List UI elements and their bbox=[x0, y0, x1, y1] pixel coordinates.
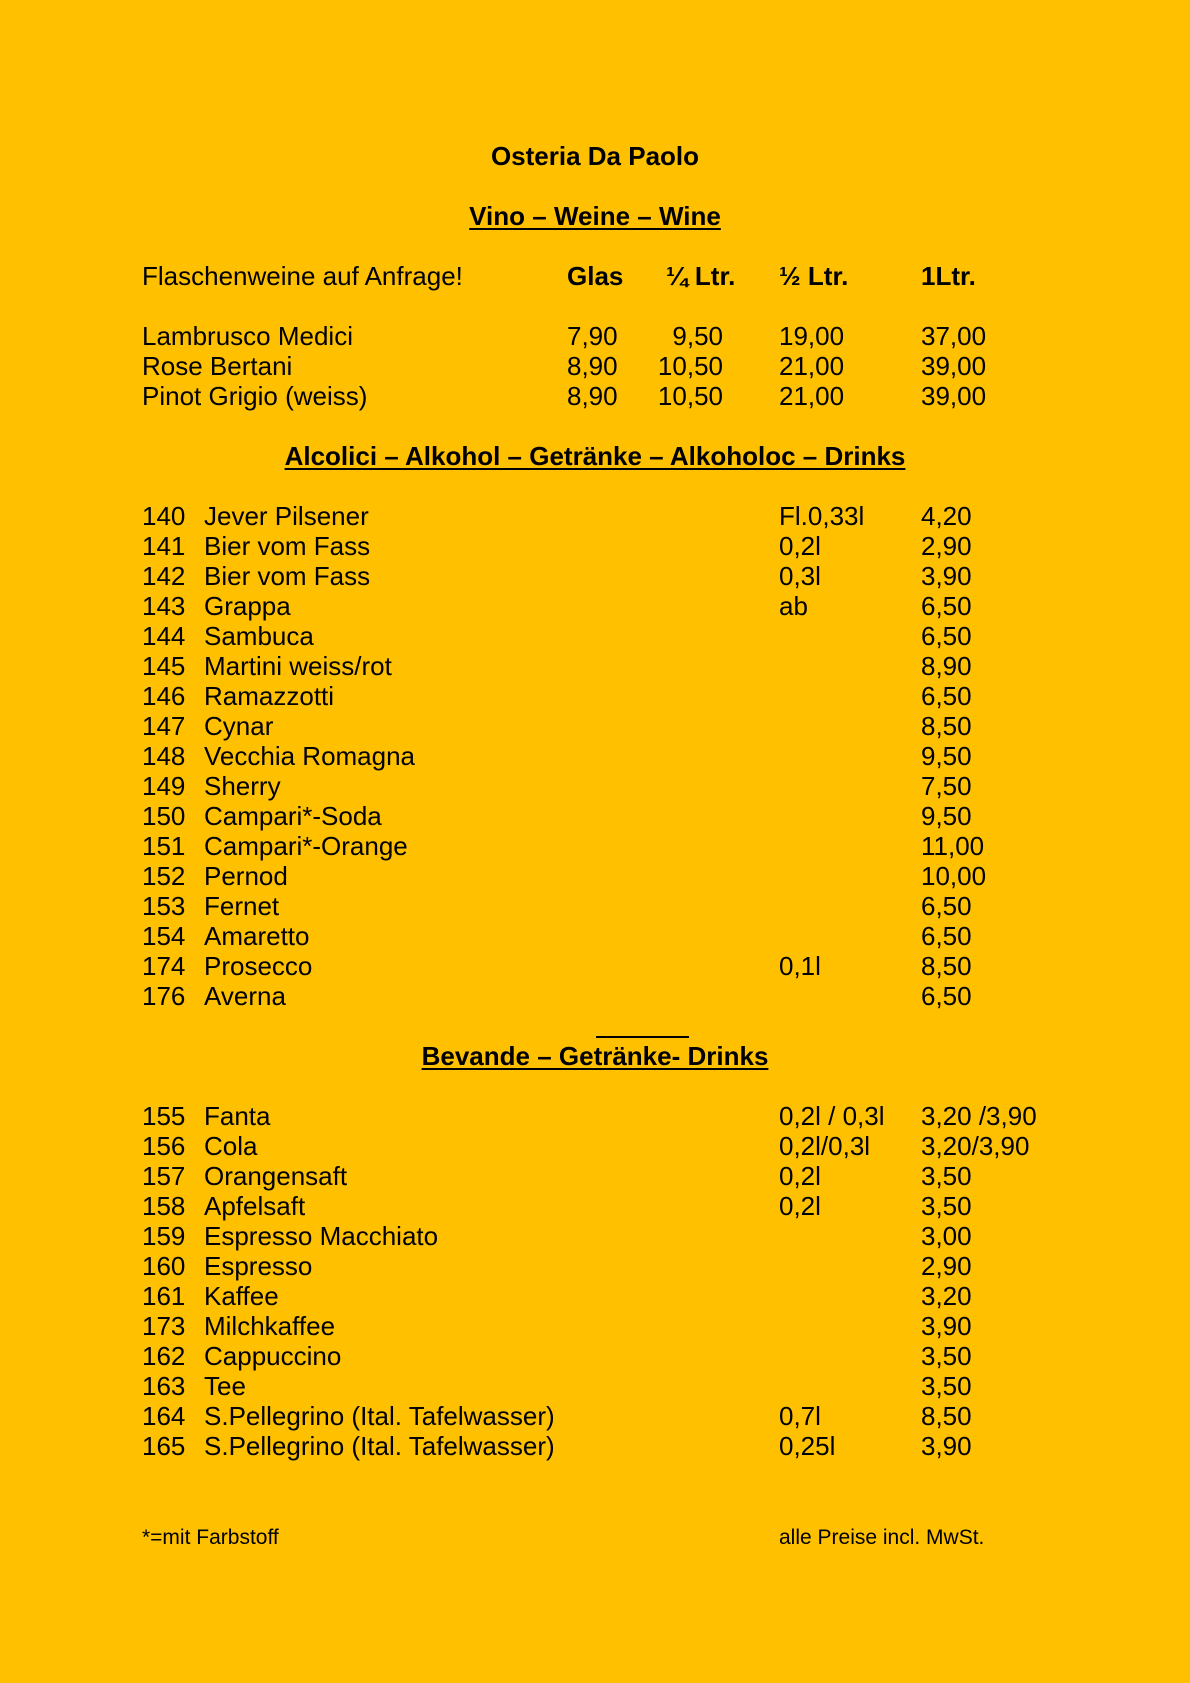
beverage-row bbox=[0, 1281, 1190, 1311]
wine-price-glas: 8,90 bbox=[567, 381, 618, 411]
item-name: Averna bbox=[204, 981, 286, 1011]
beverage-row bbox=[0, 1371, 1190, 1401]
item-size: 0,3l bbox=[779, 561, 821, 591]
item-number: 155 bbox=[142, 1101, 186, 1131]
item-name: Cynar bbox=[204, 711, 274, 741]
item-number: 158 bbox=[142, 1191, 186, 1221]
item-name: Fernet bbox=[204, 891, 280, 921]
alcohol-row bbox=[0, 531, 1190, 561]
wine-price-quarter: 10,50 bbox=[657, 351, 723, 381]
item-price: 3,90 bbox=[921, 1431, 972, 1461]
wine-price-liter: 37,00 bbox=[921, 321, 987, 351]
wine-price-half: 21,00 bbox=[779, 351, 845, 381]
item-name: S.Pellegrino (Ital. Tafelwasser) bbox=[204, 1401, 555, 1431]
item-price: 4,20 bbox=[921, 501, 972, 531]
item-price: 9,50 bbox=[921, 741, 972, 771]
item-name: Apfelsaft bbox=[204, 1191, 306, 1221]
wine-price-quarter: 9,50 bbox=[672, 321, 723, 351]
col-half-liter: ½ Ltr. bbox=[779, 261, 849, 291]
item-name: Kaffee bbox=[204, 1281, 279, 1311]
item-price: 3,00 bbox=[921, 1221, 972, 1251]
item-price: 3,20 /3,90 bbox=[921, 1101, 1037, 1131]
item-name: Pernod bbox=[204, 861, 288, 891]
alcohol-row bbox=[0, 591, 1190, 621]
item-price: 6,50 bbox=[921, 681, 972, 711]
alcohol-row bbox=[0, 621, 1190, 651]
item-price: 3,90 bbox=[921, 561, 972, 591]
item-number: 147 bbox=[142, 711, 186, 741]
item-size: 0,2l / 0,3l bbox=[779, 1101, 885, 1131]
item-size: Fl.0,33l bbox=[779, 501, 865, 531]
alcohol-row bbox=[0, 951, 1190, 981]
wine-price-quarter: 10,50 bbox=[657, 381, 723, 411]
item-name: Cappuccino bbox=[204, 1341, 342, 1371]
item-price: 8,90 bbox=[921, 651, 972, 681]
alcohol-row bbox=[0, 741, 1190, 771]
wine-name: Lambrusco Medici bbox=[142, 321, 353, 351]
item-name: Martini weiss/rot bbox=[204, 651, 392, 681]
alcohol-row bbox=[0, 831, 1190, 861]
wine-name: Pinot Grigio (weiss) bbox=[142, 381, 368, 411]
item-size: 0,2l bbox=[779, 1191, 821, 1221]
item-name: S.Pellegrino (Ital. Tafelwasser) bbox=[204, 1431, 555, 1461]
item-price: 3,50 bbox=[921, 1371, 972, 1401]
item-number: 142 bbox=[142, 561, 186, 591]
item-name: Milchkaffee bbox=[204, 1311, 336, 1341]
item-price: 3,90 bbox=[921, 1311, 972, 1341]
wine-header-row bbox=[0, 261, 1190, 291]
item-price: 3,50 bbox=[921, 1341, 972, 1371]
wine-price-liter: 39,00 bbox=[921, 351, 987, 381]
beverage-row bbox=[0, 1101, 1190, 1131]
alcohol-row bbox=[0, 981, 1190, 1011]
item-size: 0,2l bbox=[779, 1161, 821, 1191]
item-number: 176 bbox=[142, 981, 186, 1011]
item-price: 3,50 bbox=[921, 1191, 972, 1221]
beverage-row bbox=[0, 1401, 1190, 1431]
wine-price-half: 19,00 bbox=[779, 321, 845, 351]
beverage-row bbox=[0, 1341, 1190, 1371]
item-name: Ramazzotti bbox=[204, 681, 335, 711]
wine-row bbox=[0, 351, 1190, 381]
item-size: 0,2l bbox=[779, 531, 821, 561]
beverage-row bbox=[0, 1311, 1190, 1341]
col-glas: Glas bbox=[567, 261, 624, 291]
item-price: 8,50 bbox=[921, 711, 972, 741]
restaurant-title: Osteria Da Paolo bbox=[490, 141, 700, 171]
item-name: Espresso Macchiato bbox=[204, 1221, 439, 1251]
item-name: Prosecco bbox=[204, 951, 313, 981]
alcohol-row bbox=[0, 801, 1190, 831]
item-price: 8,50 bbox=[921, 1401, 972, 1431]
alcohol-row bbox=[0, 771, 1190, 801]
beverage-row bbox=[0, 1131, 1190, 1161]
item-price: 3,50 bbox=[921, 1161, 972, 1191]
tax-note: alle Preise incl. MwSt. bbox=[779, 1526, 985, 1549]
item-number: 174 bbox=[142, 951, 186, 981]
decorative-line bbox=[596, 1036, 689, 1038]
item-name: Bier vom Fass bbox=[204, 531, 371, 561]
wine-price-half: 21,00 bbox=[779, 381, 845, 411]
item-name: Amaretto bbox=[204, 921, 310, 951]
item-number: 163 bbox=[142, 1371, 186, 1401]
wine-price-glas: 8,90 bbox=[567, 351, 618, 381]
item-size: 0,1l bbox=[779, 951, 821, 981]
alcohol-row bbox=[0, 921, 1190, 951]
item-number: 141 bbox=[142, 531, 186, 561]
alcohol-heading: Alcolici – Alkohol – Getränke – Alkoholoc – Drinks bbox=[284, 441, 906, 471]
col-quarter-liter: ¼ Ltr. bbox=[666, 261, 736, 291]
item-name: Jever Pilsener bbox=[204, 501, 369, 531]
item-number: 150 bbox=[142, 801, 186, 831]
item-number: 144 bbox=[142, 621, 186, 651]
item-price: 9,50 bbox=[921, 801, 972, 831]
item-number: 159 bbox=[142, 1221, 186, 1251]
wine-name: Rose Bertani bbox=[142, 351, 293, 381]
item-number: 162 bbox=[142, 1341, 186, 1371]
item-price: 6,50 bbox=[921, 621, 972, 651]
item-name: Sherry bbox=[204, 771, 281, 801]
item-number: 145 bbox=[142, 651, 186, 681]
col-liter: 1Ltr. bbox=[921, 261, 976, 291]
item-name: Bier vom Fass bbox=[204, 561, 371, 591]
beverage-row bbox=[0, 1191, 1190, 1221]
item-price: 6,50 bbox=[921, 981, 972, 1011]
item-number: 160 bbox=[142, 1251, 186, 1281]
wine-note: Flaschenweine auf Anfrage! bbox=[142, 261, 463, 291]
item-price: 2,90 bbox=[921, 1251, 972, 1281]
item-size: 0,2l/0,3l bbox=[779, 1131, 871, 1161]
beverage-row bbox=[0, 1251, 1190, 1281]
item-number: 165 bbox=[142, 1431, 186, 1461]
item-name: Vecchia Romagna bbox=[204, 741, 416, 771]
item-name: Campari*-Orange bbox=[204, 831, 408, 861]
item-number: 164 bbox=[142, 1401, 186, 1431]
wine-heading: Vino – Weine – Wine bbox=[469, 201, 721, 231]
item-name: Orangensaft bbox=[204, 1161, 348, 1191]
alcohol-row bbox=[0, 861, 1190, 891]
alcohol-row bbox=[0, 651, 1190, 681]
item-price: 7,50 bbox=[921, 771, 972, 801]
item-size: 0,25l bbox=[779, 1431, 836, 1461]
alcohol-row bbox=[0, 501, 1190, 531]
item-name: Sambuca bbox=[204, 621, 314, 651]
item-number: 161 bbox=[142, 1281, 186, 1311]
item-name: Grappa bbox=[204, 591, 291, 621]
item-number: 157 bbox=[142, 1161, 186, 1191]
item-number: 151 bbox=[142, 831, 186, 861]
item-price: 6,50 bbox=[921, 891, 972, 921]
dye-footnote: *=mit Farbstoff bbox=[142, 1526, 279, 1549]
item-number: 154 bbox=[142, 921, 186, 951]
item-size: 0,7l bbox=[779, 1401, 821, 1431]
item-price: 11,00 bbox=[921, 831, 985, 861]
item-price: 6,50 bbox=[921, 921, 972, 951]
wine-row bbox=[0, 321, 1190, 351]
item-price: 2,90 bbox=[921, 531, 972, 561]
beverage-row bbox=[0, 1431, 1190, 1461]
item-number: 156 bbox=[142, 1131, 186, 1161]
wine-price-glas: 7,90 bbox=[567, 321, 618, 351]
item-number: 148 bbox=[142, 741, 186, 771]
beverage-row bbox=[0, 1161, 1190, 1191]
alcohol-row bbox=[0, 711, 1190, 741]
item-name: Campari*-Soda bbox=[204, 801, 382, 831]
item-number: 146 bbox=[142, 681, 186, 711]
wine-row bbox=[0, 381, 1190, 411]
item-number: 153 bbox=[142, 891, 186, 921]
item-size: ab bbox=[779, 591, 808, 621]
alcohol-row bbox=[0, 681, 1190, 711]
item-number: 149 bbox=[142, 771, 186, 801]
item-name: Cola bbox=[204, 1131, 258, 1161]
item-name: Tee bbox=[204, 1371, 246, 1401]
item-price: 8,50 bbox=[921, 951, 972, 981]
item-name: Espresso bbox=[204, 1251, 313, 1281]
item-number: 173 bbox=[142, 1311, 186, 1341]
item-price: 3,20/3,90 bbox=[921, 1131, 1030, 1161]
item-number: 143 bbox=[142, 591, 186, 621]
item-number: 140 bbox=[142, 501, 186, 531]
item-price: 6,50 bbox=[921, 591, 972, 621]
item-number: 152 bbox=[142, 861, 186, 891]
item-price: 10,00 bbox=[921, 861, 987, 891]
beverages-heading: Bevande – Getränke- Drinks bbox=[421, 1041, 769, 1071]
beverage-row bbox=[0, 1221, 1190, 1251]
alcohol-row bbox=[0, 561, 1190, 591]
item-price: 3,20 bbox=[921, 1281, 972, 1311]
wine-price-liter: 39,00 bbox=[921, 381, 987, 411]
alcohol-row bbox=[0, 891, 1190, 921]
item-name: Fanta bbox=[204, 1101, 271, 1131]
